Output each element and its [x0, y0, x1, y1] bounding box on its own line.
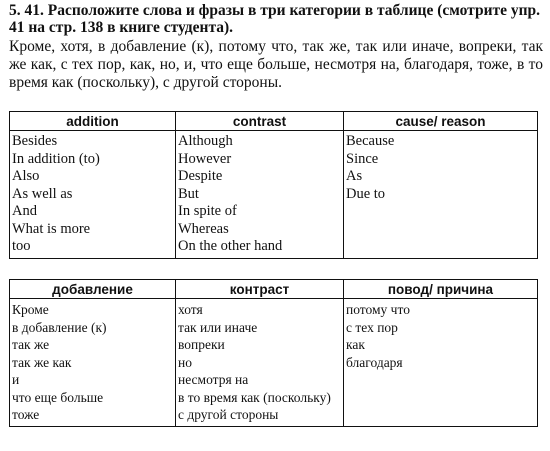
exercise: [9, 2, 543, 92]
list-item: вопреки: [178, 337, 225, 352]
list-item: хотя: [178, 302, 203, 317]
list-item: However: [178, 150, 232, 167]
exercise-title: 5. 41. Расположите слова и фразы в три категории в таблице (смотрите упр. 41 на стр. 138 в книге студента).: [9, 2, 541, 36]
list-item: What is more: [12, 220, 91, 237]
english-table-header-row: [10, 112, 538, 131]
list-item: благодаря: [346, 354, 403, 370]
list-item: As well as: [12, 185, 73, 202]
header-dobavlenie: добавление: [10, 280, 176, 299]
list-item: Кроме: [12, 302, 49, 317]
list-item: Although: [178, 133, 233, 149]
cause-reason-column: [344, 131, 538, 259]
list-item: As: [346, 168, 363, 184]
list-item: And: [12, 203, 37, 219]
list-item: но: [178, 354, 192, 370]
list-item: But: [178, 185, 199, 202]
list-item: In addition (to): [12, 150, 100, 167]
header-kontrast: контраст: [176, 280, 344, 299]
list-item: too: [12, 238, 31, 254]
list-item: Since: [346, 150, 379, 167]
addition-column: [10, 131, 176, 259]
russian-category-table: [9, 279, 538, 427]
list-item: в добавление (к): [12, 319, 107, 335]
list-item: так же: [12, 337, 50, 352]
list-item: Because: [346, 133, 395, 149]
english-category-table: [9, 111, 538, 259]
exercise-instructions: Кроме, хотя, в добавление (к), потому что, так же, так или иначе, вопреки, так же как, с тех пор, как, но, и, что еще больше, несмотря на, благодаря, тоже, в то время как (поскольку), с другой стороны.: [9, 38, 543, 91]
list-item: Whereas: [178, 220, 229, 237]
list-item: как: [346, 337, 365, 352]
header-contrast: contrast: [176, 112, 344, 131]
list-item: тоже: [12, 407, 40, 422]
list-item: Besides: [12, 133, 58, 149]
list-item: On the other hand: [178, 238, 283, 254]
list-item: Despite: [178, 168, 223, 184]
list-item: с тех пор: [346, 319, 398, 335]
list-item: так или иначе: [178, 319, 258, 335]
english-table-body-row: [10, 131, 538, 259]
list-item: в то время как (поскольку): [178, 389, 331, 405]
list-item: что еще больше: [12, 389, 104, 405]
contrast-column: [176, 131, 344, 259]
list-item: так же как: [12, 354, 72, 370]
list-item: Due to: [346, 185, 386, 202]
header-cause-reason: cause/ reason: [344, 112, 538, 131]
list-item: In spite of: [178, 203, 237, 219]
russian-table-header-row: [10, 280, 538, 299]
list-item: несмотря на: [178, 372, 249, 387]
list-item: Also: [12, 168, 40, 184]
header-povod-prichina: повод/ причина: [344, 280, 538, 299]
list-item: и: [12, 372, 20, 387]
header-addition: addition: [10, 112, 176, 131]
dobavlenie-column: [10, 299, 176, 427]
list-item: потому что: [346, 302, 410, 317]
povod-prichina-column: [344, 299, 538, 427]
russian-table-body-row: [10, 299, 538, 427]
kontrast-column: [176, 299, 344, 427]
list-item: с другой стороны: [178, 407, 279, 422]
